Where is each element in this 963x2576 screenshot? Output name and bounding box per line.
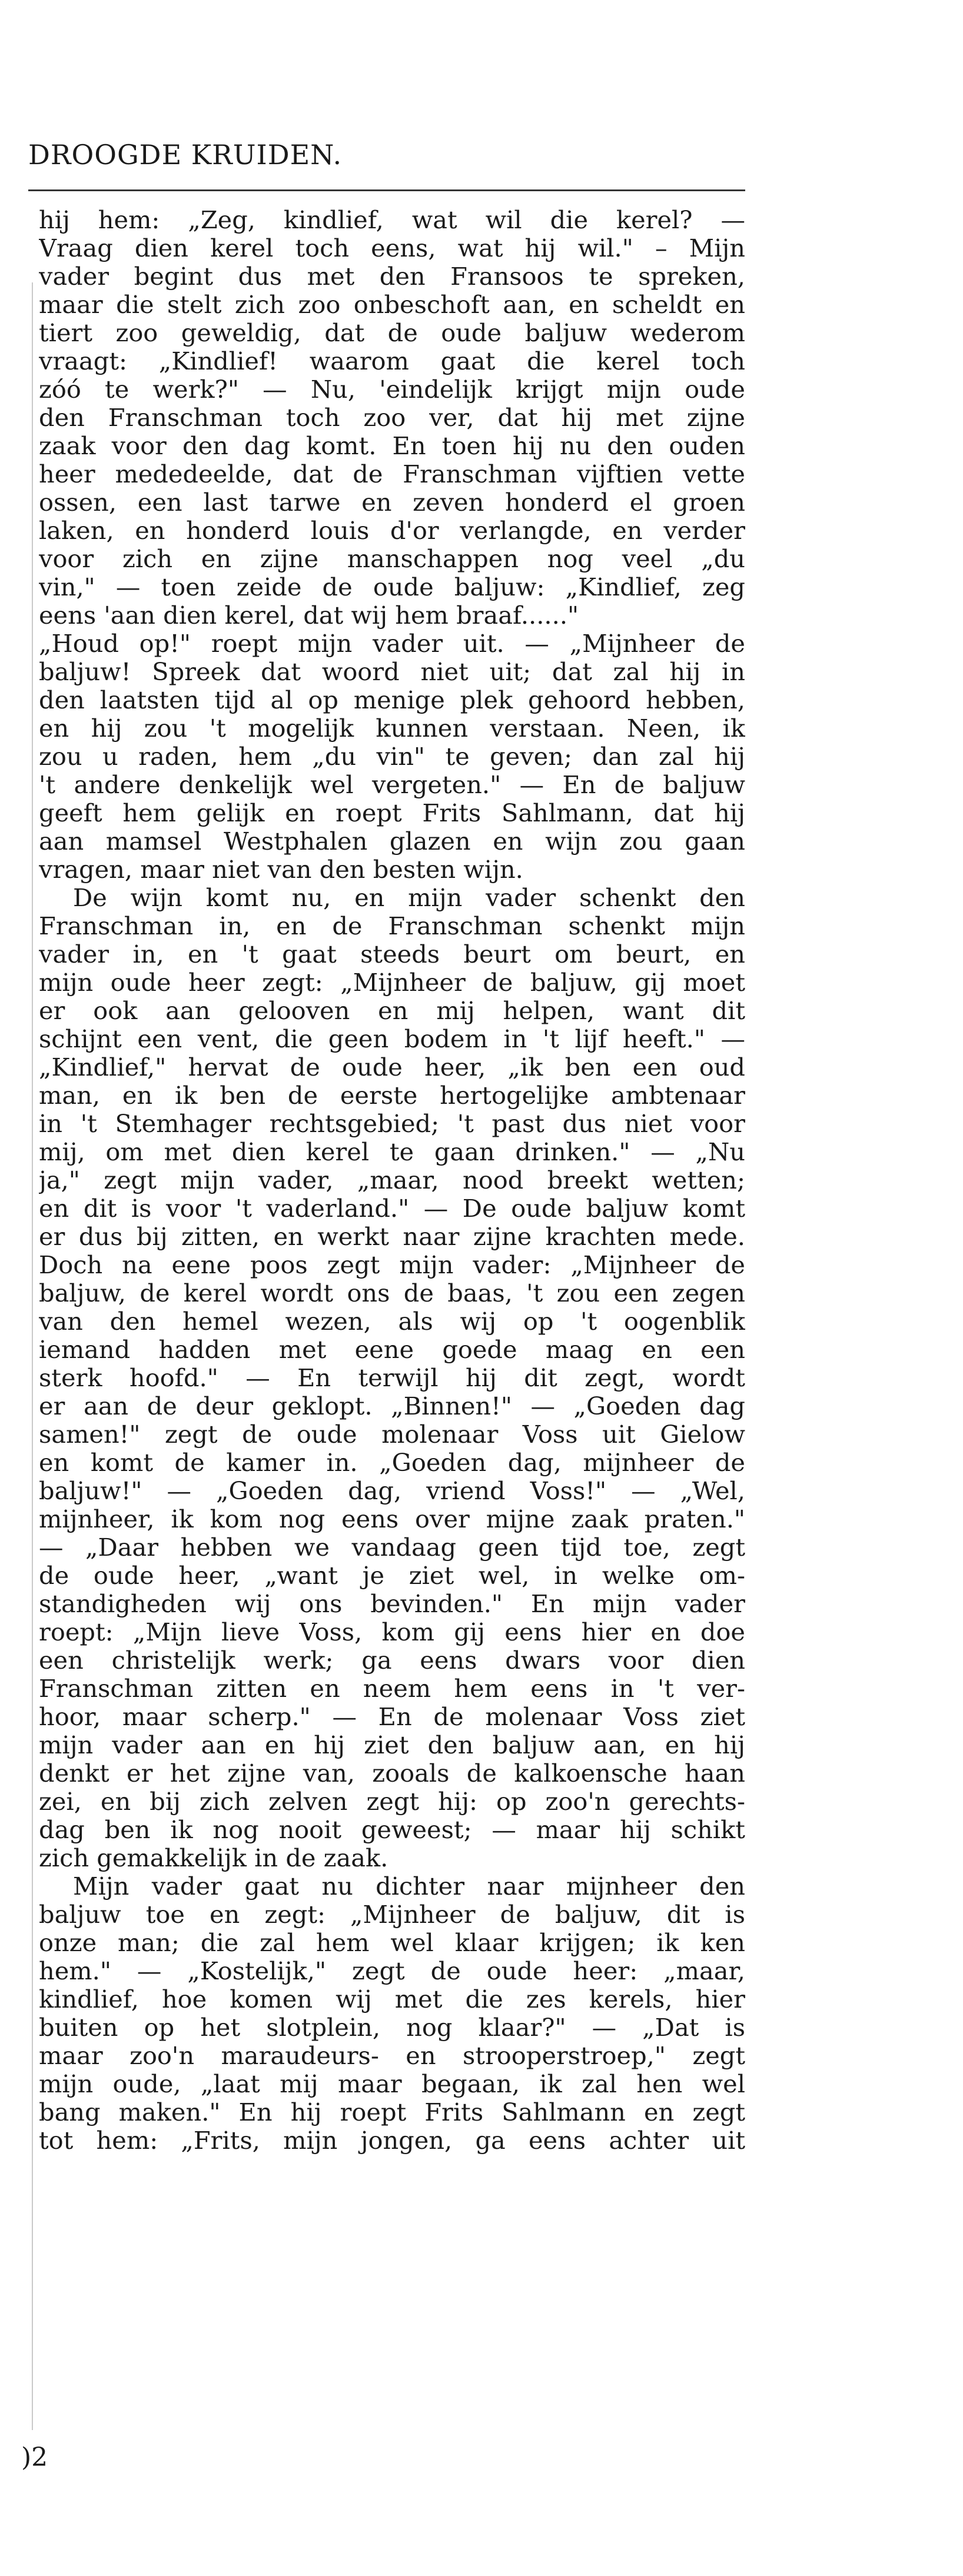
- text-line: baljuw, de kerel wordt ons de baas, 't zou een zegen: [39, 1279, 745, 1307]
- text-line: er dus bij zitten, en werkt naar zijne krachten mede.: [39, 1223, 745, 1251]
- text-line: bang maken." En hij roept Frits Sahlmann en zegt: [39, 2098, 745, 2126]
- text-line: zei, en bij zich zelven zegt hij: op zoo'n gerechts-: [39, 1788, 745, 1816]
- text-line: laken, en honderd louis d'or verlangde, en verder: [39, 517, 745, 545]
- text-line: den laatsten tijd al op menige plek gehoord hebben,: [39, 686, 745, 714]
- text-line: onze man; die zal hem wel klaar krijgen; ik ken: [39, 1929, 745, 1957]
- text-line: roept: „Mijn lieve Voss, kom gij eens hier en doe: [39, 1618, 745, 1646]
- text-line: iemand hadden met eene goede maag en een: [39, 1336, 745, 1364]
- text-line: mijn vader aan en hij ziet den baljuw aan, en hij: [39, 1731, 745, 1759]
- text-line: 't andere denkelijk wel vergeten." — En de baljuw: [39, 771, 745, 799]
- text-line: van den hemel wezen, als wij op 't oogenblik: [39, 1307, 745, 1336]
- text-line: aan mamsel Westphalen glazen en wijn zou gaan: [39, 827, 745, 856]
- text-line: Vraag dien kerel toch eens, wat hij wil." – Mijn: [39, 234, 745, 262]
- text-line: er ook aan gelooven en mij helpen, want dit: [39, 997, 745, 1025]
- text-line: voor zich en zijne manschappen nog veel „du: [39, 545, 745, 573]
- text-line: de oude heer, „want je ziet wel, in welke om-: [39, 1562, 745, 1590]
- text-line: kindlief, hoe komen wij met die zes kerels, hier: [39, 1985, 745, 2013]
- text-line: mijnheer, ik kom nog eens over mijne zaak praten.": [39, 1505, 745, 1533]
- running-head: DROOGDE KRUIDEN.: [28, 139, 343, 171]
- text-line: tiert zoo geweldig, dat de oude baljuw wederom: [39, 319, 745, 347]
- text-line: vin," — toen zeide de oude baljuw: „Kindlief, zeg: [39, 573, 745, 601]
- text-line: Mijn vader gaat nu dichter naar mijnheer den: [73, 1872, 745, 1901]
- text-line: schijnt een vent, die geen bodem in 't lijf heeft." —: [39, 1025, 745, 1053]
- header-rule: [28, 189, 745, 191]
- text-line: ja," zegt mijn vader, „maar, nood breekt wetten;: [39, 1166, 745, 1194]
- text-line: en hij zou 't mogelijk kunnen verstaan. Neen, ik: [39, 714, 745, 743]
- text-line: samen!" zegt de oude molenaar Voss uit Gielow: [39, 1420, 745, 1449]
- text-line: er aan de deur geklopt. „Binnen!" — „Goeden dag: [39, 1392, 745, 1420]
- text-line: Doch na eene poos zegt mijn vader: „Mijnheer de: [39, 1251, 745, 1279]
- text-line: zich gemakkelijk in de zaak.: [39, 1844, 388, 1872]
- text-line: hoor, maar scherp." — En de molenaar Voss ziet: [39, 1703, 745, 1731]
- text-line: maar zoo'n maraudeurs- en strooperstroep," zegt: [39, 2042, 745, 2070]
- text-line: vader begint dus met den Fransoos te spreken,: [39, 262, 745, 291]
- text-line: maar die stelt zich zoo onbeschoft aan, en scheldt en: [39, 291, 745, 319]
- text-line: een christelijk werk; ga eens dwars voor dien: [39, 1646, 745, 1675]
- text-line: eens 'aan dien kerel, dat wij hem braaf......": [39, 601, 579, 630]
- text-line: ossen, een last tarwe en zeven honderd el groen: [39, 488, 745, 517]
- text-line: man, en ik ben de eerste hertogelijke ambtenaar: [39, 1081, 745, 1110]
- text-line: De wijn komt nu, en mijn vader schenkt den: [73, 884, 745, 912]
- page-number: )2: [21, 2442, 48, 2472]
- text-line: vragen, maar niet van den besten wijn.: [39, 856, 523, 884]
- text-line: vraagt: „Kindlief! waarom gaat die kerel toch: [39, 347, 745, 375]
- text-line: heer mededeelde, dat de Franschman vijftien vette: [39, 460, 745, 488]
- text-line: standigheden wij ons bevinden." En mijn vader: [39, 1590, 745, 1618]
- text-line: Franschman in, en de Franschman schenkt mijn: [39, 912, 745, 940]
- text-line: Franschman zitten en neem hem eens in 't ver-: [39, 1675, 745, 1703]
- text-line: tot hem: „Frits, mijn jongen, ga eens achter uit: [39, 2126, 745, 2155]
- text-line: mijn oude, „laat mij maar begaan, ik zal hen wel: [39, 2070, 745, 2098]
- text-line: „Kindlief," hervat de oude heer, „ik ben een oud: [39, 1053, 745, 1081]
- body-text: [39, 206, 745, 2155]
- text-line: in 't Stemhager rechtsgebied; 't past dus niet voor: [39, 1110, 745, 1138]
- text-line: en dit is voor 't vaderland." — De oude baljuw komt: [39, 1194, 745, 1223]
- text-line: dag ben ik nog nooit geweest; — maar hij schikt: [39, 1816, 745, 1844]
- text-line: sterk hoofd." — En terwijl hij dit zegt, wordt: [39, 1364, 745, 1392]
- text-line: — „Daar hebben we vandaag geen tijd toe, zegt: [39, 1533, 745, 1562]
- text-line: buiten op het slotplein, nog klaar?" — „Dat is: [39, 2013, 745, 2042]
- text-line: zaak voor den dag komt. En toen hij nu den ouden: [39, 432, 745, 460]
- text-line: en komt de kamer in. „Goeden dag, mijnheer de: [39, 1449, 745, 1477]
- text-line: hem." — „Kostelijk," zegt de oude heer: „maar,: [39, 1957, 745, 1985]
- text-line: hij hem: „Zeg, kindlief, wat wil die kerel? —: [39, 206, 745, 234]
- text-line: geeft hem gelijk en roept Frits Sahlmann, dat hij: [39, 799, 745, 827]
- text-line: denkt er het zijne van, zooals de kalkoensche haan: [39, 1759, 745, 1788]
- text-line: baljuw!" — „Goeden dag, vriend Voss!" — „Wel,: [39, 1477, 745, 1505]
- text-line: „Houd op!" roept mijn vader uit. — „Mijnheer de: [39, 630, 745, 658]
- text-line: zou u raden, hem „du vin" te geven; dan zal hij: [39, 743, 745, 771]
- margin-line: [32, 282, 33, 2430]
- text-line: mijn oude heer zegt: „Mijnheer de baljuw, gij moet: [39, 969, 745, 997]
- text-line: mij, om met dien kerel te gaan drinken." — „Nu: [39, 1138, 745, 1166]
- text-line: baljuw toe en zegt: „Mijnheer de baljuw, dit is: [39, 1901, 745, 1929]
- text-line: vader in, en 't gaat steeds beurt om beurt, en: [39, 940, 745, 969]
- text-line: baljuw! Spreek dat woord niet uit; dat zal hij in: [39, 658, 745, 686]
- text-line: den Franschman toch zoo ver, dat hij met zijne: [39, 404, 745, 432]
- text-line: zóó te werk?" — Nu, 'eindelijk krijgt mijn oude: [39, 375, 745, 404]
